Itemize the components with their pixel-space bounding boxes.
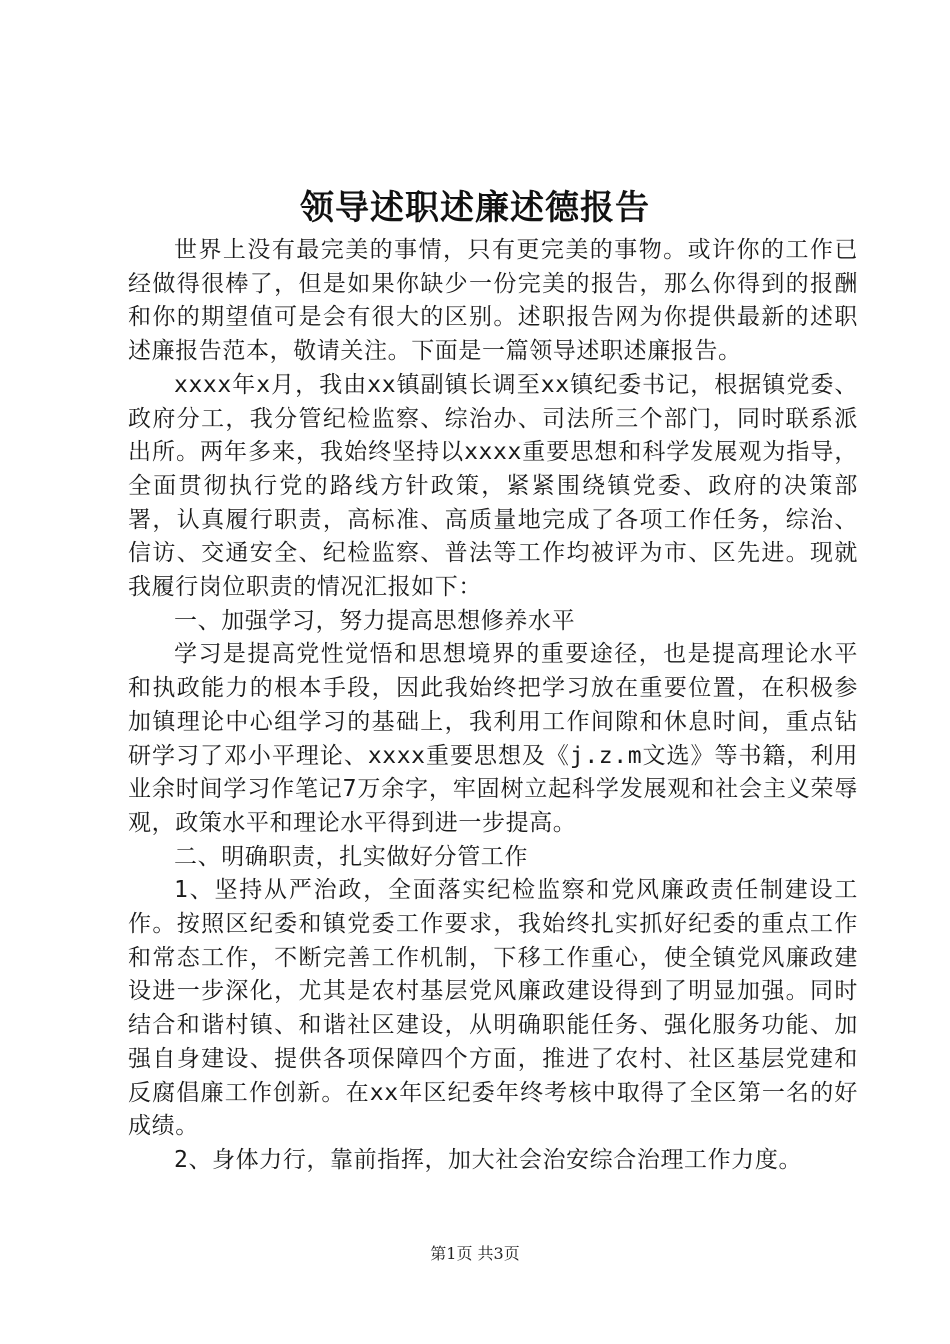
section-heading-2: 二、明确职责，扎实做好分管工作 <box>174 843 528 870</box>
page-footer: 第1页 共3页 <box>430 1244 520 1263</box>
paragraph-study: 学习是提高党性觉悟和思想境界的重要途径，也是提高理论水平和执政能力的根本手段，因此我始终把学习放在重要位置，在积极参加镇理论中心组学习的基础上，我利用工作间隙和休息时间，重点钻研学习了邓小平理论、xxxx重要思想及《j.z.m文选》等书籍，利用业余时间学习作笔记7万余字，牢固树立起科学发展观和社会主义荣辱观，政策水平和理论水平得到进一步提高。 <box>128 641 858 836</box>
document-title: 领导述职述廉述德报告 <box>300 188 650 228</box>
section-heading-1: 一、加强学习，努力提高思想修养水平 <box>174 607 576 634</box>
paragraph-background: xxxx年x月，我由xx镇副镇长调至xx镇纪委书记，根据镇党委、政府分工，我分管纪检监察、综治办、司法所三个部门，同时联系派出所。两年多来，我始终坚持以xxxx重要思想和科学发展观为指导，全面贯彻执行党的路线方针政策，紧紧围绕镇党委、政府的决策部署，认真履行职责，高标准、高质量地完成了各项工作任务，综治、信访、交通安全、纪检监察、普法等工作均被评为市、区先进。现就我履行岗位职责的情况汇报如下： <box>128 371 858 601</box>
paragraph-item-1: 1、坚持从严治政，全面落实纪检监察和党风廉政责任制建设工作。按照区纪委和镇党委工作要求，我始终扎实抓好纪委的重点工作和常态工作，不断完善工作机制，下移工作重心，使全镇党风廉政建设进一步深化，尤其是农村基层党风廉政建设得到了明显加强。同时结合和谐村镇、和谐社区建设，从明确职能任务、强化服务功能、加强自身建设、提供各项保障四个方面，推进了农村、社区基层党建和反腐倡廉工作创新。在xx年区纪委年终考核中取得了全区第一名的好成绩。 <box>128 877 858 1140</box>
paragraph-item-2: 2、身体力行，靠前指挥，加大社会治安综合治理工作力度。 <box>174 1146 803 1173</box>
document-body <box>128 234 858 1178</box>
paragraph-intro: 世界上没有最完美的事情，只有更完美的事物。或许你的工作已经做得很棒了，但是如果你缺少一份完美的报告，那么你得到的报酬和你的期望值可是会有很大的区别。述职报告网为你提供最新的述职述廉报告范本，敬请关注。下面是一篇领导述职述廉报告。 <box>128 237 858 365</box>
